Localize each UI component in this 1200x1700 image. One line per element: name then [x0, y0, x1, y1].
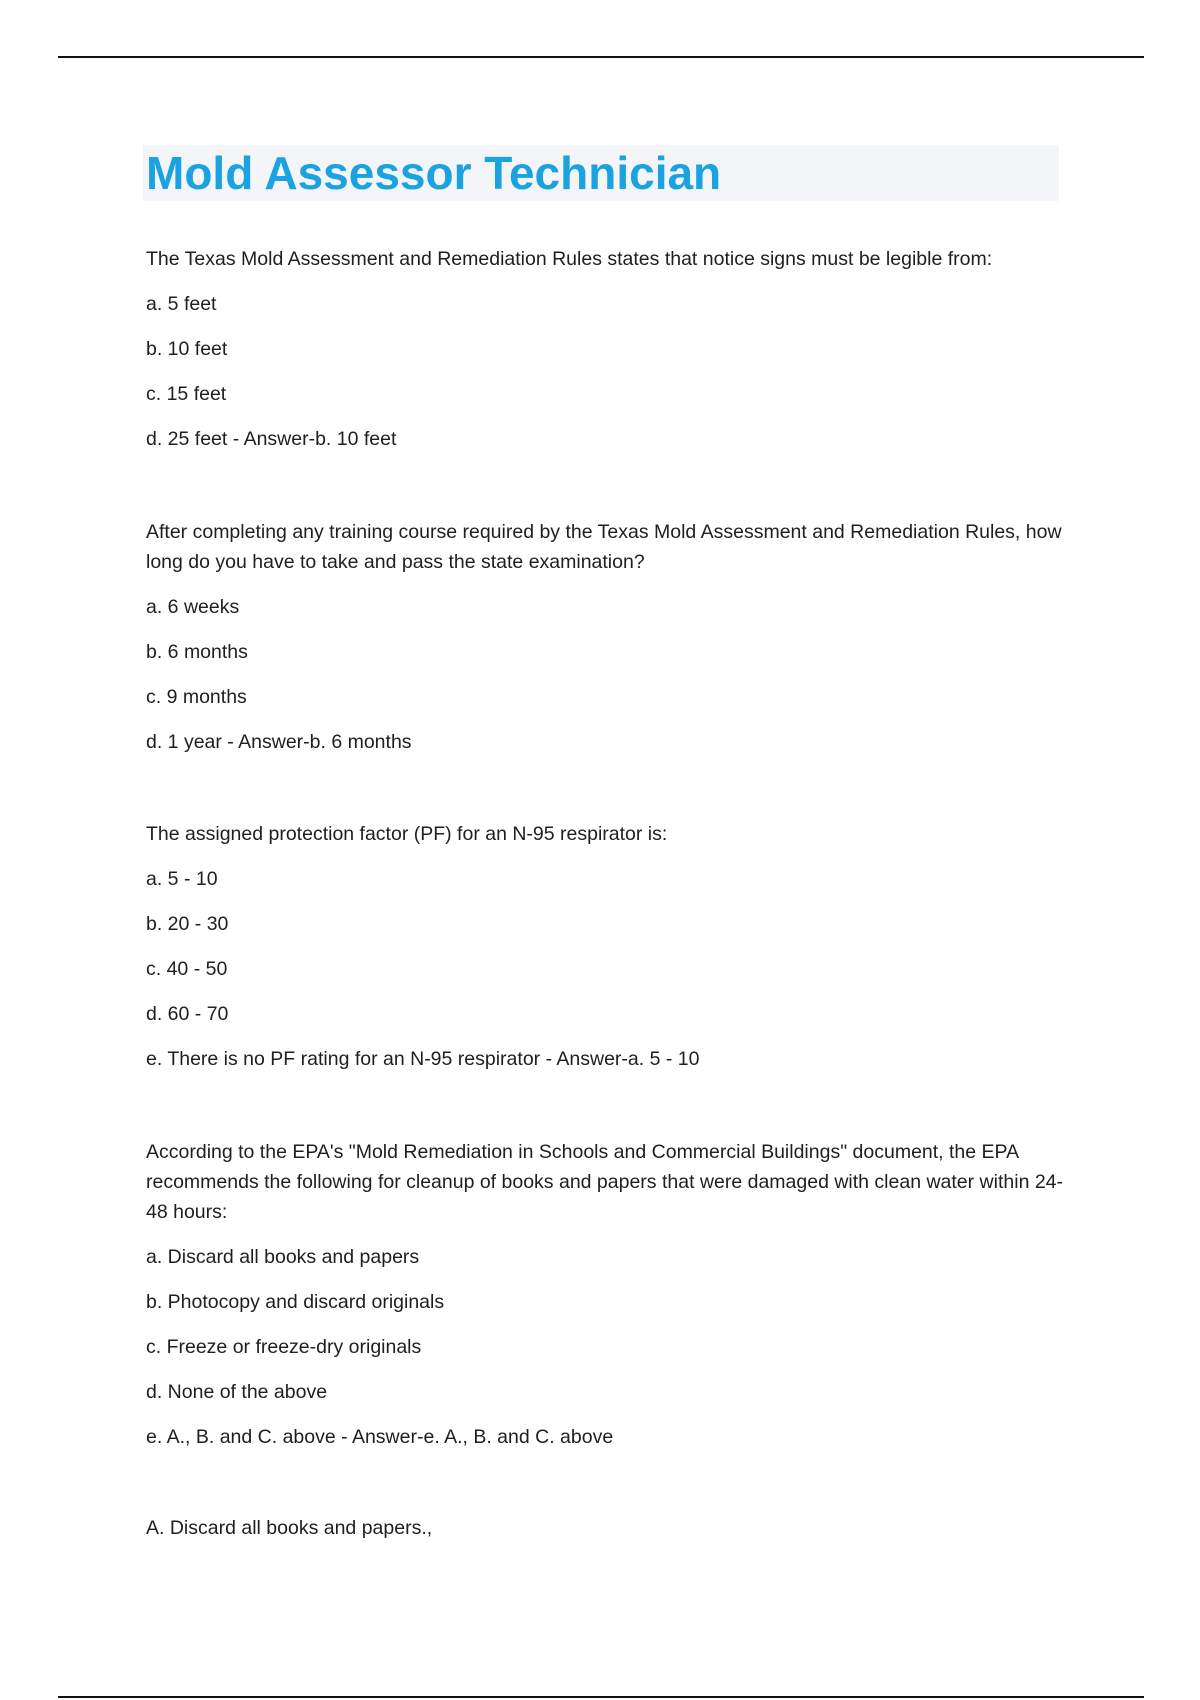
answer-option: d. None of the above: [146, 1381, 328, 1403]
question-prompt: After completing any training course required by the Texas Mold Assessment and Remediation Rules, how long do you have to take and pass the state examination?: [146, 521, 1062, 573]
question-prompt: The assigned protection factor (PF) for an N-95 respirator is:: [146, 823, 668, 845]
answer-option: d. 60 - 70: [146, 1003, 229, 1025]
answer-option: c. 15 feet: [146, 383, 227, 405]
answer-option: a. 5 feet: [146, 293, 217, 315]
answer-option: a. 5 - 10: [146, 868, 218, 890]
answer-option: b. Photocopy and discard originals: [146, 1291, 445, 1313]
question-prompt: According to the EPA's "Mold Remediation in Schools and Commercial Buildings" document, the EPA recommends the following for cleanup of books and papers that were damaged with clean water within 24-48 hours:: [146, 1141, 1064, 1223]
answer-option: d. 1 year - Answer-b. 6 months: [146, 731, 412, 753]
question-1: [146, 244, 1066, 454]
answer-option: c. 9 months: [146, 686, 247, 708]
question-prompt: The Texas Mold Assessment and Remediation Rules states that notice signs must be legible from:: [146, 248, 993, 270]
trailing-answer-text: A. Discard all books and papers.,: [146, 1517, 433, 1539]
answer-option: c. Freeze or freeze-dry originals: [146, 1336, 422, 1358]
top-rule: [58, 56, 1144, 58]
answer-option: e. A., B. and C. above - Answer-e. A., B. and C. above: [146, 1426, 614, 1448]
answer-option: b. 10 feet: [146, 338, 228, 360]
answer-option: e. There is no PF rating for an N-95 respirator - Answer-a. 5 - 10: [146, 1048, 700, 1070]
question-3: [146, 819, 1066, 1074]
answer-option: b. 20 - 30: [146, 913, 229, 935]
question-4: [146, 1137, 1066, 1452]
answer-option: c. 40 - 50: [146, 958, 228, 980]
answer-option: a. Discard all books and papers: [146, 1246, 420, 1268]
document-title: Mold Assessor Technician: [146, 147, 722, 199]
answer-option: a. 6 weeks: [146, 596, 240, 618]
question-2: [146, 517, 1066, 757]
bottom-rule: [58, 1696, 1144, 1698]
answer-option: d. 25 feet - Answer-b. 10 feet: [146, 428, 397, 450]
answer-option: b. 6 months: [146, 641, 248, 663]
